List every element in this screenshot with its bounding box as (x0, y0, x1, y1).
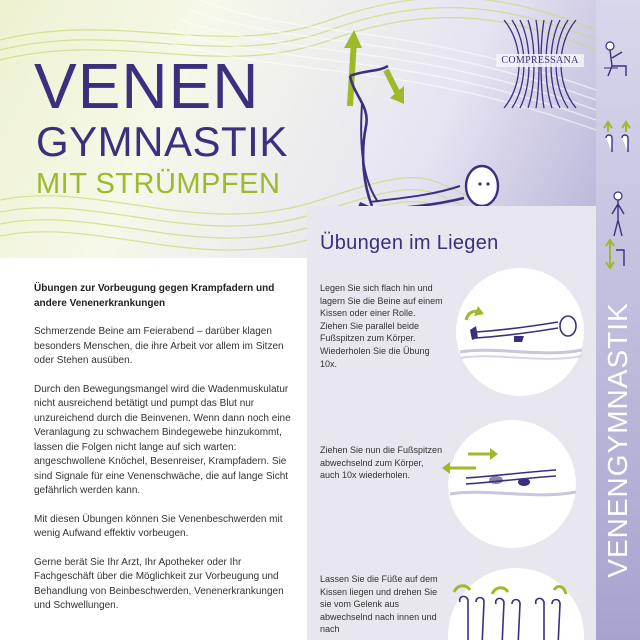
exercise-figure-illustration (330, 26, 510, 226)
intro-paragraph-4: Gerne berät Sie Ihr Arzt, Ihr Apotheker oder Ihr Fachgeschäft über die Möglichkeit zur Vorbeugung und Behandlung von Beinbeschwerden, Venenerkrankungen und Schwellungen. (34, 556, 284, 611)
sidebar-vertical-title: VENENGYMNASTIK (602, 302, 633, 578)
exercise-1-text: Legen Sie sich flach hin und lagern Sie die Beine auf einem Kissen oder einer Rolle. Ziehen Sie parallel beide Fußspitzen zum Körper. Wiederholen Sie die Übung 10x. (320, 283, 443, 369)
lying-figure-alternate-feet-icon (436, 418, 576, 550)
title-gymnastik: GYMNASTIK (36, 118, 288, 165)
leg-lift-arrows-icon (600, 236, 636, 276)
exercise-section-title: Übungen im Liegen (320, 232, 499, 254)
intro-paragraph-1: Schmerzende Beine am Feierabend – darüber klagen besonders Menschen, die ihre Arbeit vor allem im Sitzen oder Stehen ausüben. (34, 326, 284, 366)
standing-figure-icon (600, 190, 636, 240)
feet-rotation-icon (440, 566, 590, 640)
title-mit-struempfen: MIT STRÜMPFEN (36, 168, 281, 200)
intro-lead: Übungen zur Vorbeugung gegen Krampfadern und andere Venenerkrankungen (34, 283, 275, 309)
intro-column (34, 282, 294, 628)
exercise-3-text: Lassen Sie die Füße auf dem Kissen liegen und drehen Sie sie vom Gelenk aus abwechselnd nach innen und nach (320, 574, 438, 635)
feet-up-arrows-icon (600, 120, 636, 160)
intro-paragraph-2: Durch den Bewegungsmangel wird die Wadenmuskulatur nicht ausreichend betätigt und pumpt das Blut nur unzureichend durch die Beinvenen. Wenn dann noch eine Veranlagung zu schwachem Bindegewebe hinzukommt, lassen die Folgen nicht lange auf sich warten: angeschwollene Knöchel, Besenreiser, Krampfadern. Sie sind Signale für eine Venenschwäche, die auf lange Sicht gefährlich werden kann. (34, 383, 291, 496)
lying-figure-feet-flex-icon (454, 266, 586, 398)
seated-figure-icon (600, 40, 636, 80)
brand-name: COMPRESSANA (496, 54, 584, 67)
title-venen: VENEN (34, 50, 260, 122)
intro-paragraph-3: Mit diesen Übungen können Sie Venenbeschwerden mit wenig Aufwand effektiv vorbeugen. (34, 513, 283, 539)
exercise-2-text: Ziehen Sie nun die Fußspitzen abwechselnd zum Körper, auch 10x wiederholen. (320, 445, 443, 481)
